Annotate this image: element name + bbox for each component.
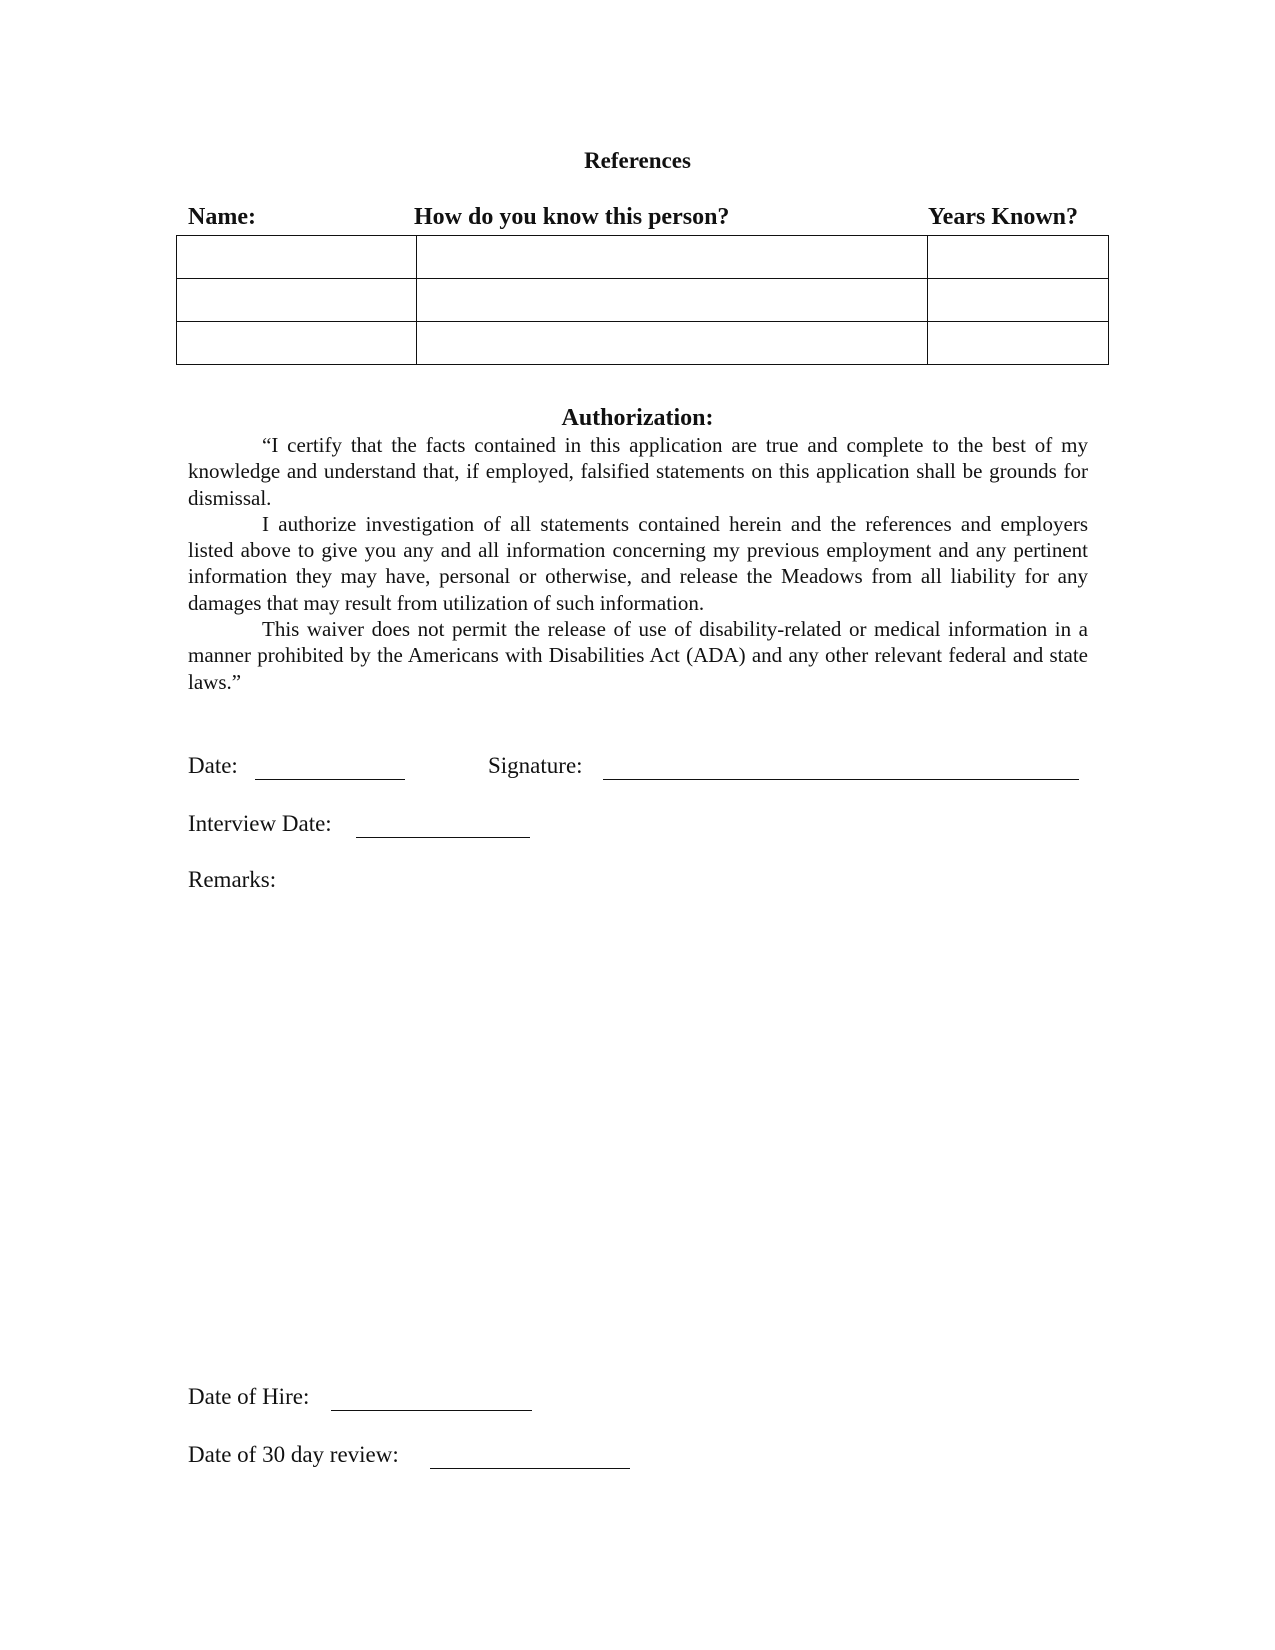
interview-date-blank[interactable]: [356, 837, 530, 838]
reference-relationship-cell[interactable]: [417, 236, 928, 279]
references-title: References: [584, 148, 691, 173]
signature-label: Signature:: [488, 753, 583, 778]
reference-name-cell[interactable]: [177, 279, 417, 322]
review-date-label: Date of 30 day review:: [188, 1442, 399, 1467]
remarks-label: Remarks:: [188, 867, 277, 892]
authorization-paragraph: This waiver does not permit the release of use of disability-related or medical information in a manner prohibited by the Americans with Disabilities Act (ADA) and any other relevant federal and state laws.”: [188, 617, 1088, 694]
authorization-title: Authorization:: [561, 405, 714, 431]
authorization-paragraph: “I certify that the facts contained in this application are true and complete to the best of my knowledge and understand that, if employed, falsified statements on this application shall be grounds for dismissal.: [188, 433, 1088, 510]
relationship-column-header: How do you know this person?: [414, 204, 730, 230]
reference-name-cell[interactable]: [177, 322, 417, 365]
reference-years-cell[interactable]: [928, 236, 1109, 279]
reference-relationship-cell[interactable]: [417, 279, 928, 322]
interview-date-label: Interview Date:: [188, 811, 332, 836]
review-date-blank[interactable]: [430, 1468, 630, 1469]
years-known-column-header: Years Known?: [928, 204, 1079, 230]
table-row: [177, 236, 1109, 279]
authorization-paragraph: I authorize investigation of all statements contained herein and the references and employers listed above to give you any and all information concerning my previous employment and any pertinent information they may have, personal or otherwise, and release the Meadows from all liability for any damages that may result from utilization of such information.: [188, 511, 1088, 615]
reference-name-cell[interactable]: [177, 236, 417, 279]
date-of-hire-blank[interactable]: [331, 1410, 532, 1411]
table-row: [177, 322, 1109, 365]
table-row: [177, 279, 1109, 322]
date-blank[interactable]: [255, 779, 405, 780]
reference-relationship-cell[interactable]: [417, 322, 928, 365]
reference-years-cell[interactable]: [928, 279, 1109, 322]
reference-years-cell[interactable]: [928, 322, 1109, 365]
date-of-hire-label: Date of Hire:: [188, 1384, 310, 1409]
date-label: Date:: [188, 753, 238, 778]
signature-blank[interactable]: [603, 779, 1079, 780]
name-column-header: Name:: [188, 204, 256, 230]
authorization-text: [188, 432, 1088, 695]
references-table: [176, 235, 1109, 365]
